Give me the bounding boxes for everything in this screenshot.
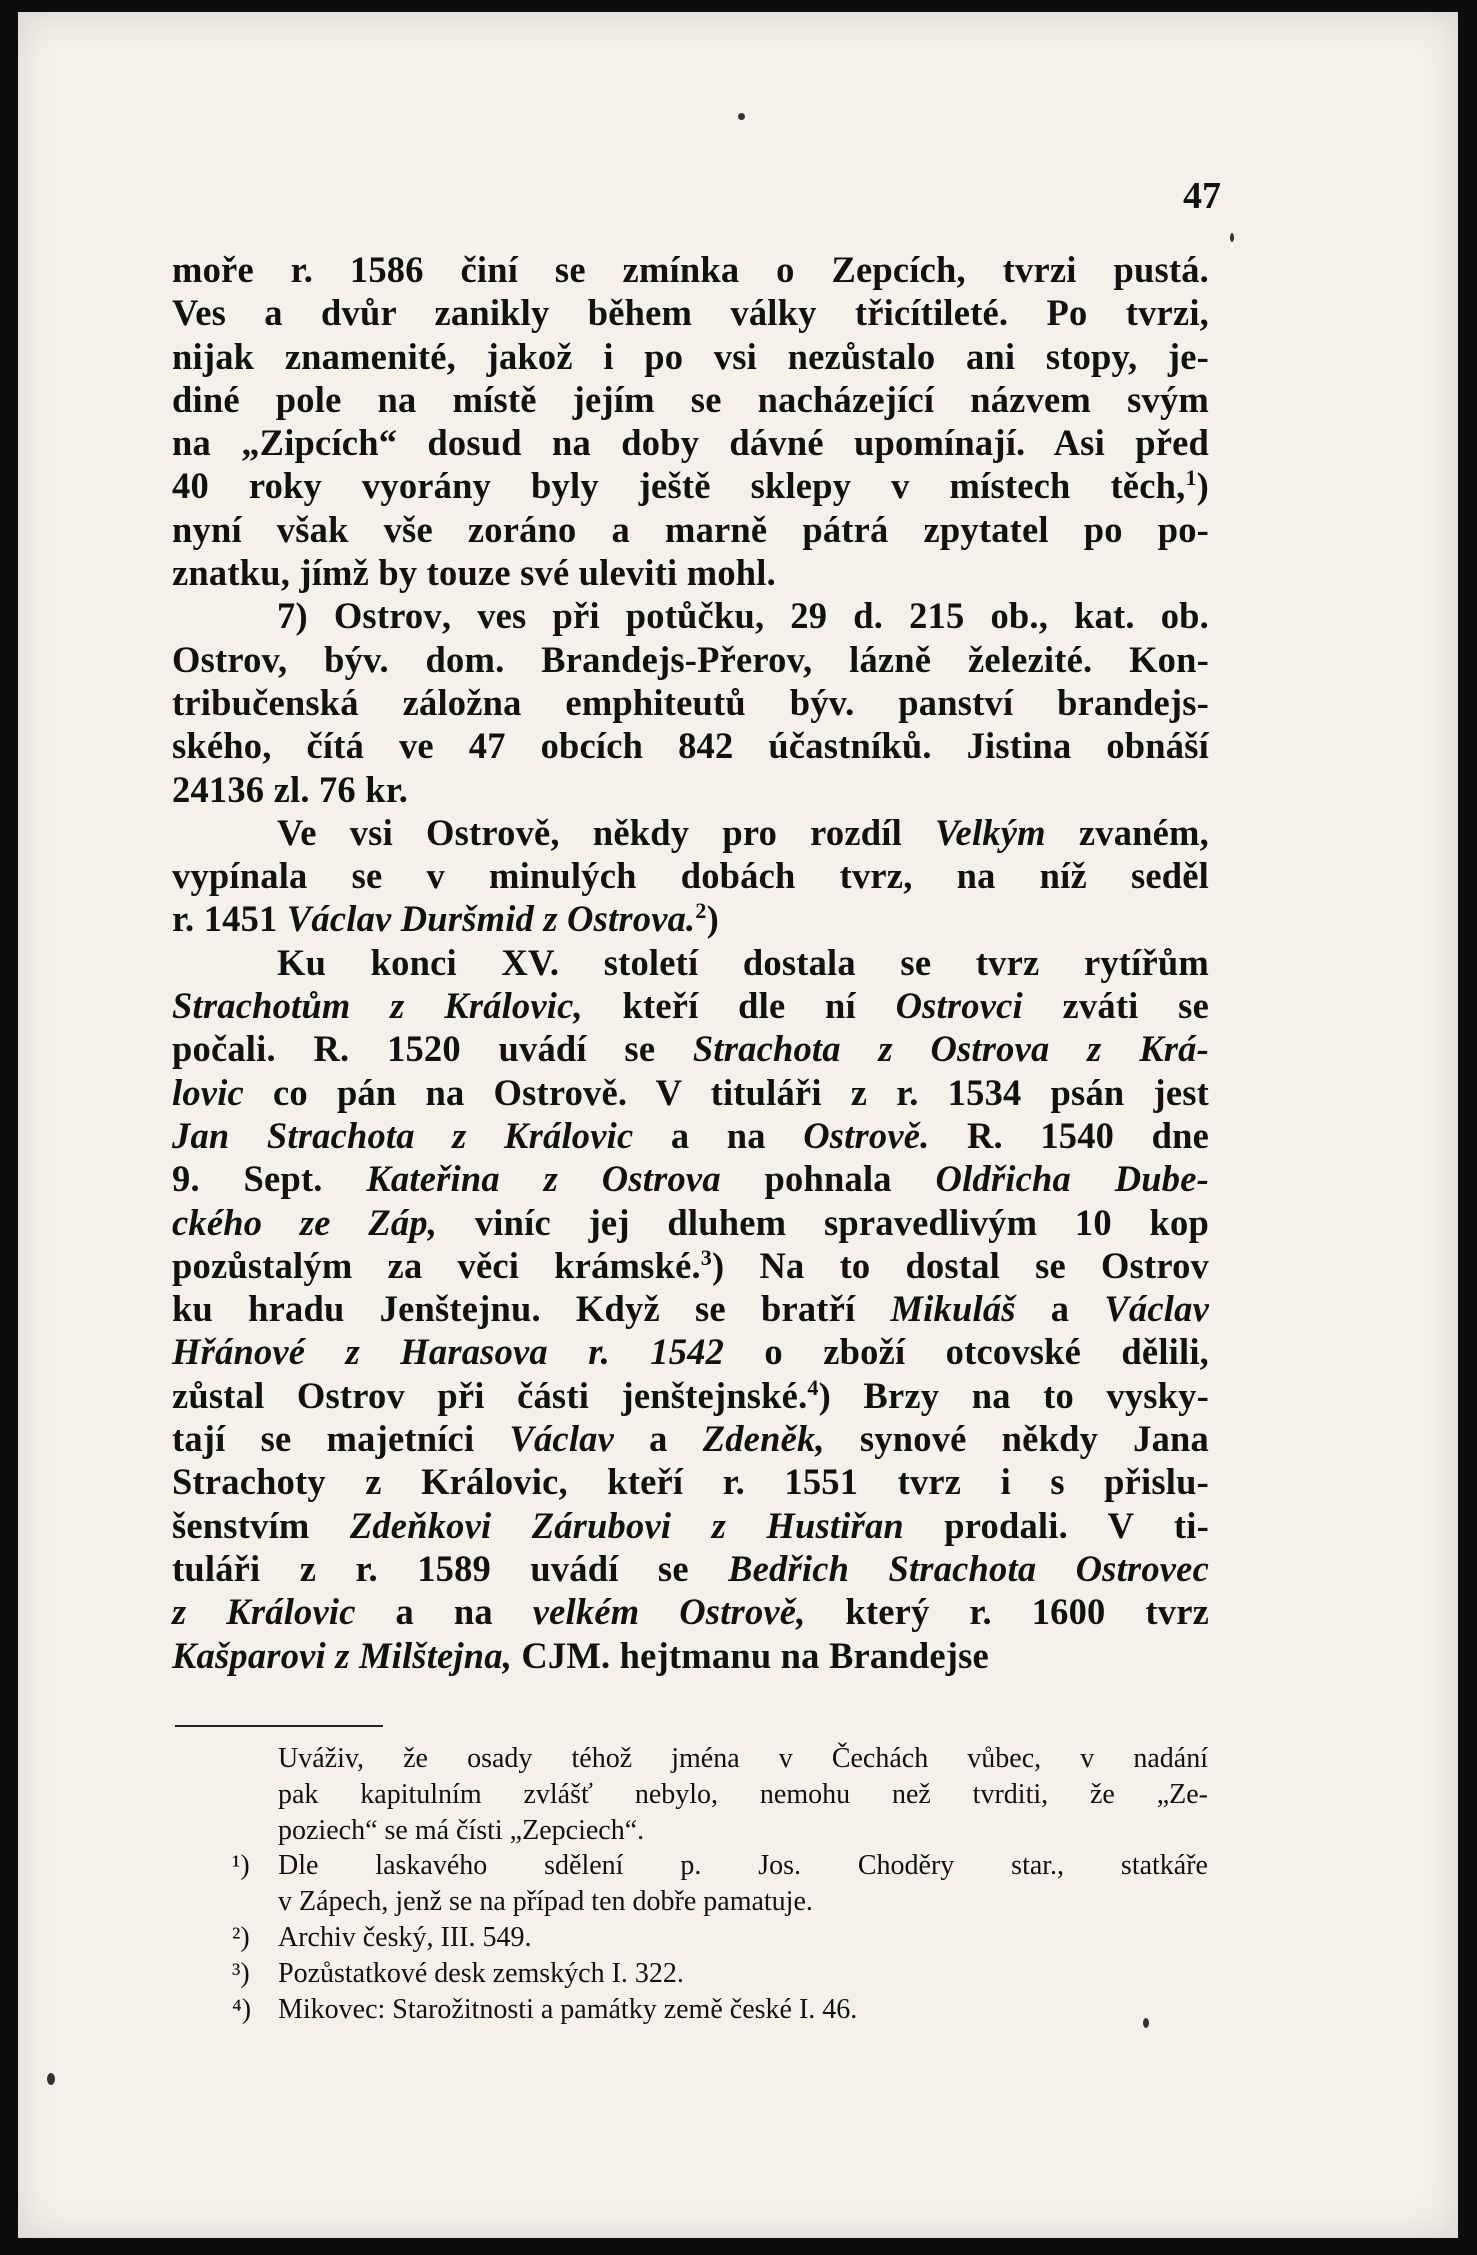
footnote-marker: ²) [232,1921,250,1953]
text-segment: zváti se [1022,985,1209,1027]
text-segment: vypínala se v minulých dobách tvrz, na níž seděl [172,855,1209,897]
italic-name: Václav Duršmid z Ostrova. [286,898,696,940]
text-segment: ku hradu Jenštejnu. Když se bratří [172,1288,891,1330]
scan-speck [47,2073,55,2085]
body-text [172,248,1209,1677]
text-line [172,1201,1209,1244]
italic-name: Ostrovci [895,985,1023,1027]
italic-name: Strachota z Ostrova z Krá- [692,1028,1209,1070]
footnote-line [232,1992,1208,2028]
scan-speck [1143,2018,1149,2028]
text-segment: viníc jej dluhem spravedlivým 10 kop [437,1201,1209,1243]
text-segment: o zboží otcovské dělili, [724,1331,1210,1373]
italic-name: Oldřicha Dube- [935,1158,1209,1200]
text-line [172,335,1209,378]
text-segment: Ves a dvůr zanikly během války třicítileté. Po tvrzi, [172,292,1209,334]
text-line [172,724,1209,767]
text-line [172,1027,1209,1070]
text-line [172,1330,1209,1373]
text-segment: moře r. 1586 činí se zmínka o Zepcích, tvrzi pustá. [172,249,1209,290]
text-segment: ) Na to dostal se Ostrov [712,1244,1209,1286]
text-segment: pozůstalým za věci krámské. [172,1244,701,1286]
footnote-text: v Zápech, jenž se na případ ten dobře pamatuje. [278,1886,813,1918]
text-line [172,248,1209,291]
text-segment: ) [706,898,719,940]
text-line [172,984,1209,1027]
text-segment: ) [1196,465,1209,507]
text-segment: a [614,1418,703,1460]
text-line [172,1244,1209,1287]
italic-name: Zdeněk, [702,1418,825,1460]
footnote-marker: ³) [232,1957,250,1989]
footnote-line [232,1848,1208,1884]
text-segment: ) Brzy na to vysky- [818,1374,1209,1416]
text-line [172,421,1209,464]
text-line [172,1634,1209,1677]
text-line [172,1114,1209,1157]
footnote-line [278,1741,1208,1777]
text-segment: na „Zipcích“ dosud na doby dávné upomínají. Asi před [172,422,1209,464]
text-segment: r. 1451 [172,898,287,940]
text-segment: zůstal Ostrov při části jenštejnské. [172,1374,808,1416]
text-segment: kteří dle ní [582,985,896,1027]
bold-heading: Ostrov [333,595,442,637]
footnote-marker: ⁴) [232,1993,252,2025]
italic-name: Václav [1104,1288,1209,1330]
text-line [172,594,1209,637]
footnote-text: pak kapitulním zvlášť nebylo, nemohu než tvrditi, že „Ze- [278,1778,1208,1810]
text-line [172,464,1209,507]
text-segment: nyní však vše zoráno a marně pátrá zpytatel po po- [172,508,1209,550]
text-line [172,508,1209,551]
text-segment: Ku konci XV. století dostala se tvrz rytířům [277,941,1209,983]
text-segment: Ve vsi Ostrově, někdy pro rozdíl [277,811,936,853]
text-segment: diné pole na místě jejím se nacházející názvem svým [172,378,1209,420]
text-line [172,897,1209,940]
footnotes [232,1741,1208,2027]
footnote-text: Archiv český, III. 549. [278,1921,532,1953]
italic-name: Mikuláš [890,1288,1016,1330]
text-line [172,941,1209,984]
text-line [172,1504,1209,1547]
text-line [172,681,1209,724]
footnote-reference: 2 [695,898,707,924]
footnote-line [232,1920,1208,1956]
italic-name: Kateřina z Ostrova [366,1158,721,1200]
italic-name: velkém Ostrově, [532,1591,806,1633]
text-segment: co pán na Ostrově. V tituláři z r. 1534 psán jest [243,1071,1209,1113]
text-line [172,638,1209,681]
text-segment: který r. 1600 tvrz [805,1591,1210,1633]
text-segment: tuláři z r. 1589 uvádí se [172,1547,729,1589]
italic-name: lovic [172,1071,244,1113]
footnote-text: Uváživ, že osady téhož jména v Čechách vůbec, v nadání [278,1743,1208,1774]
text-segment: synové někdy Jana [824,1418,1209,1460]
text-line [172,1157,1209,1200]
footnote-separator [175,1725,383,1727]
footnote-reference: 4 [807,1374,819,1400]
page-number: 47 [1183,175,1221,217]
footnote-line [278,1813,1208,1849]
text-line [172,811,1209,854]
italic-name: Hřánové z Harasova r. 1542 [172,1331,725,1373]
text-line [172,1287,1209,1330]
italic-name: Václav [509,1418,615,1460]
italic-name: Kašparovi z Milštejna, [172,1634,513,1676]
footnote-reference: 1 [1185,465,1197,491]
text-segment: zvaném, [1045,811,1209,853]
footnote-text: Dle laskavého sdělení p. Jos. Choděry star., statkáře [278,1850,1208,1882]
text-segment: tribučenská záložna emphiteutů býv. panství brandejs- [172,681,1209,723]
text-segment: 7) [277,595,334,637]
italic-name: z Královic [172,1591,356,1633]
text-segment: prodali. V ti- [903,1504,1209,1546]
footnote-text: Mikovec: Starožitnosti a památky země české I. 46. [278,1993,858,2025]
text-segment: šenstvím [172,1504,350,1546]
text-segment: , ves při potůčku, 29 d. 215 ob., kat. ob. [441,595,1209,637]
text-segment: 40 roky vyorány byly ještě sklepy v místech těch, [172,465,1186,507]
text-segment: tají se majetníci [172,1418,510,1460]
text-line [172,551,1209,594]
text-segment: Strachoty z Královic, kteří r. 1551 tvrz i s přislu- [172,1461,1209,1503]
text-line [172,1590,1209,1633]
italic-name: Jan Strachota z Královic [172,1114,634,1156]
text-segment: Ostrov, býv. dom. Brandejs-Přerov, lázně železité. Kon- [172,638,1209,680]
text-segment: R. 1540 dne [929,1114,1209,1156]
text-segment: 24136 zl. 76 kr. [172,768,409,810]
text-line [172,1374,1209,1417]
text-segment: počali. R. 1520 uvádí se [172,1028,693,1070]
text-segment: 9. Sept. [172,1158,367,1200]
italic-name: Ostrově. [803,1114,930,1156]
text-segment: ského, čítá ve 47 obcích 842 účastníků. Jistina obnáší [172,725,1209,767]
text-line [172,378,1209,421]
footnote-line [232,1956,1208,1992]
footnote-line [278,1777,1208,1813]
scan-speck [738,113,745,120]
italic-name: ckého ze Záp, [172,1201,438,1243]
text-segment: nijak znamenité, jakož i po vsi nezůstalo ani stopy, je- [172,335,1209,377]
footnote-line [278,1884,1208,1920]
text-line [172,1547,1209,1590]
footnote-text: poziech“ se má čísti „Zepciech“. [278,1814,645,1846]
text-line [172,854,1209,897]
footnote-text: Pozůstatkové desk zemských I. 322. [278,1957,684,1989]
text-segment: a [1015,1288,1105,1330]
text-line [172,768,1209,811]
text-segment: znatku, jímž by touze své uleviti mohl. [172,552,776,594]
text-segment: pohnala [720,1158,936,1200]
text-segment: a na [633,1114,804,1156]
text-segment: a na [355,1591,533,1633]
text-line [172,291,1209,334]
scan-speck [1230,233,1234,242]
footnote-marker: ¹) [232,1850,250,1882]
text-segment: CJM. hejtmanu na Brandejse [512,1634,989,1676]
italic-name: Strachotům z Královic, [172,985,583,1027]
italic-name: Velkým [935,811,1046,853]
text-line [172,1417,1209,1460]
text-line [172,1071,1209,1114]
text-line [172,1460,1209,1503]
italic-name: Zdeňkovi Zárubovi z Hustiřan [349,1504,904,1546]
footnote-reference: 3 [700,1244,712,1270]
italic-name: Bedřich Strachota Ostrovec [728,1547,1209,1589]
